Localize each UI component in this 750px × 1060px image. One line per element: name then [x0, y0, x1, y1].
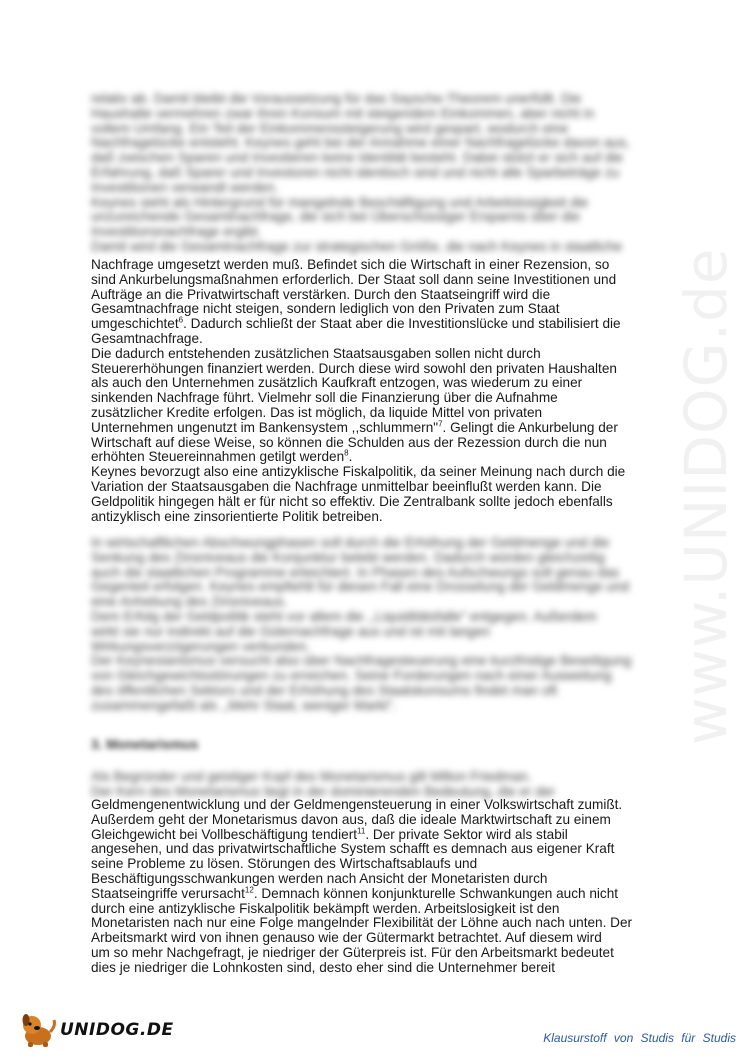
footer-slogan: Klausurstoff von Studis für Studis	[543, 1031, 736, 1045]
blurred-text-line: von Gleichgewichtsstörungen zu erreichen. Seine Forderungen nach einer Ausweitung	[91, 668, 612, 684]
blurred-text-line: Nachfragelücke entsteht. Keynes geht bei der Annahme einer Nachfragelücke davon aus,	[91, 135, 630, 151]
blurred-text-line: Investitionen verwandt werden.	[91, 179, 279, 195]
text-line: Steuererhöhungen finanziert werden. Durch diese wird sowohl den privaten Haushalten	[91, 360, 617, 376]
footnote-ref: 6	[178, 315, 184, 325]
blurred-text-intro	[91, 770, 669, 800]
blurred-text-middle	[91, 536, 669, 714]
blurred-text-line: Wirkungsverzögerungen verbunden.	[91, 638, 311, 654]
text-line: Geldpolitik hingegen hält er für nicht so effektiv. Die Zentralbank sollte jedoch ebenfalls	[91, 493, 613, 509]
blurred-text-top	[91, 92, 669, 255]
text-line: Monetaristen nach nur eine Folge mangelnder Flexibilität der Löhne auch nach unten. Der	[91, 915, 633, 931]
text-block-monetarismus	[91, 798, 669, 976]
blurred-text-line: zusammengefaßt als ,,Mehr Staat, weniger Markt".	[91, 697, 397, 713]
text-line: Geldmengenentwicklung und der Geldmengensteuerung in einer Volkswirtschaft zumißt.	[91, 797, 623, 812]
blurred-text-line: unzureichende Gesamtnachfrage, die sich bei Überschüssiger Ersparnis über die	[91, 209, 580, 225]
text-line: Gleichgewicht bei Vollbeschäftigung tendiert$^{11}$. Der private Sektor wird als stabil	[91, 826, 568, 842]
text-block-keynes	[91, 258, 669, 524]
unidog-logo[interactable]	[18, 1012, 174, 1048]
blurred-text-line: vollem Umfang. Ein Teil der Einkommenssteigerung wird gespart, wodurch eine	[91, 120, 569, 136]
text-line: als auch den Unternehmen zusätzlich Kaufkraft entzogen, was wiederum zu einer	[91, 375, 583, 391]
text-line: Variation der Staatsausgaben die Nachfrage unmittelbar beeinflußt werden kann. Die	[91, 478, 602, 494]
text-line: zusätzlicher Kredite erfolgen. Das ist möglich, da liquide Mittel von privaten	[91, 404, 543, 420]
watermark: www.UNIDOG.de	[672, 247, 740, 745]
section-heading: 3. Monetarismus	[91, 737, 199, 752]
text-line: Unternehmen ungenutzt im Bankensystem ,,schlummern"$^7$. Gelingt die Ankurbelung der	[91, 419, 618, 435]
text-line: Nachfrage umgesetzt werden muß. Befindet sich die Wirtschaft in einer Rezension, so	[91, 257, 610, 272]
text-line: umgeschichtet$^6$. Dadurch schließt der Staat aber die Investitionslücke und stabilisiert die	[91, 315, 621, 332]
footnote-ref: 11	[357, 826, 366, 836]
text-line: angesehen, und das privatwirtschaftliche System schafft es demnach aus eigener Kraft	[91, 841, 615, 857]
blurred-text-line: wirkt sie nur indirekt auf die Güternachfrage aus und ist mit langen	[91, 623, 490, 639]
text-line: sinkenden Nachfrage führt. Vielmehr soll die Finanzierung über die Aufnahme	[91, 390, 558, 406]
text-line: erhöhten Steuereinnahmen getilgt werden$^8$.	[91, 448, 353, 465]
text-line: Staatseingriffe verursacht$^{12}$. Demnach können konjunkturelle Schwankungen auch nicht	[91, 885, 619, 901]
text-line: antizyklisch eine zinsorientierte Politik betreiben.	[91, 508, 383, 524]
text-line: Keynes bevorzugt also eine antizyklische Fiskalpolitik, da seiner Meinung nach durch die	[91, 464, 626, 480]
footnote-ref: 8	[344, 448, 349, 458]
blurred-text-line: Damit wird die Gesamtnachfrage zur strategischen Größe, die nach Keynes in staatliche	[91, 238, 623, 254]
blurred-text-line: des öffentlichen Sektors und der Erhöhung des Staatskonsums findet man oft	[91, 682, 557, 698]
blurred-text-line: Keynes sieht als Hintergrund für mangelnde Beschäftigung und Arbeitslosigkeit die	[91, 194, 589, 210]
footnote-ref: 12	[244, 885, 254, 895]
dog-mascot-icon	[18, 1012, 58, 1048]
blurred-text-line: Erfahrung, daß Sparer und Investoren nicht identisch sind und nicht alle Sparbeträge zu	[91, 164, 620, 180]
text-line: sind Ankurbelungsmaßnahmen erforderlich. Der Staat soll dann seine Investitionen und	[91, 271, 617, 287]
text-line: Wirtschaft auf diese Weise, so können die Schulden aus der Rezession durch die nun	[91, 434, 607, 450]
blurred-text-line: Gegenteil erfolgen. Keynes empfiehlt für diesen Fall eine Drosselung der Geldmenge und	[91, 579, 630, 595]
blurred-text-line: auch die staatlichen Programme erleichtert. In Phasen des Aufschwungs soll genau das	[91, 564, 620, 580]
text-line: Gesamtnachfrage nicht steigen, sondern lediglich von den Privaten zum Staat	[91, 301, 560, 317]
text-line: Außerdem geht der Monetarismus davon aus, daß die ideale Marktwirtschaft zu einem	[91, 811, 611, 827]
blurred-text-line: Haushalte vermehren zwar ihren Konsum mit steigendem Einkommen, aber nicht in	[91, 105, 595, 121]
text-line: Aufträge an die Privatwirtschaft verstärken. Durch den Staatseingriff wird die	[91, 286, 551, 302]
blurred-text-line: eine Anhebung des Zinsniveaus.	[91, 594, 288, 610]
blurred-text-line: Der Kern des Monetarismus liegt in der dominierenden Bedeutung, die er der	[91, 783, 555, 799]
text-line: Arbeitsmarkt wird von ihnen genauso wie der Gütermarkt betrachtet. Auf diesem wird	[91, 930, 602, 946]
text-line: Gesamtnachfrage.	[91, 330, 203, 346]
text-line: Die dadurch entstehenden zusätzlichen Staatsausgaben sollen nicht durch	[91, 345, 541, 361]
blurred-text-line: In wirtschaftlichen Abschwungphasen soll durch die Erhöhung der Geldmenge und die	[91, 535, 610, 550]
text-line: um so mehr Nachgefragt, je niedriger der Güterpreis ist. Für den Arbeitsmarkt bedeutet	[91, 944, 614, 960]
blurred-text-line: relativ ab. Damit bleibt die Voraussetzung für das Saysche-Theorem unerfüllt. Die	[91, 91, 582, 106]
footnote-ref: 7	[438, 419, 443, 429]
text-line: Beschäftigungsschwankungen werden nach Ansicht der Monetaristen durch	[91, 870, 548, 886]
blurred-text-line: Senkung des Zinsniveaus die Konjunktur belebt werden. Dadurch würden gleichzeitig	[91, 549, 605, 565]
text-line: dies je niedriger die Lohnkosten sind, desto eher sind die Unternehmer bereit	[91, 959, 555, 975]
text-line: seine Probleme zu lösen. Störungen des Wirtschaftsablaufs und	[91, 856, 478, 872]
text-line: durch eine antizyklische Fiskalpolitik bekämpft werden. Arbeitslosigkeit ist den	[91, 900, 560, 916]
blurred-text-line: Als Begründer und geistiger Kopf des Monetarismus gilt Milton Friedman.	[91, 769, 532, 784]
blurred-text-line: Dem Erfolg der Geldpolitik steht vor allem die ,,Liquiditätsfalle" entgegen. Außerdem	[91, 608, 597, 624]
blurred-text-line: Der Keynesianismus versucht also über Nachfragesteuerung eine kurzfristige Beseitigung	[91, 653, 632, 669]
logo-text: UNIDOG.DE	[60, 1020, 174, 1040]
blurred-text-line: daß zwischen Sparen und Investieren keine Identität besteht. Dabei stützt er sich auf die	[91, 150, 623, 166]
blurred-text-line: Investitionsnachfrage ergibt.	[91, 224, 262, 240]
